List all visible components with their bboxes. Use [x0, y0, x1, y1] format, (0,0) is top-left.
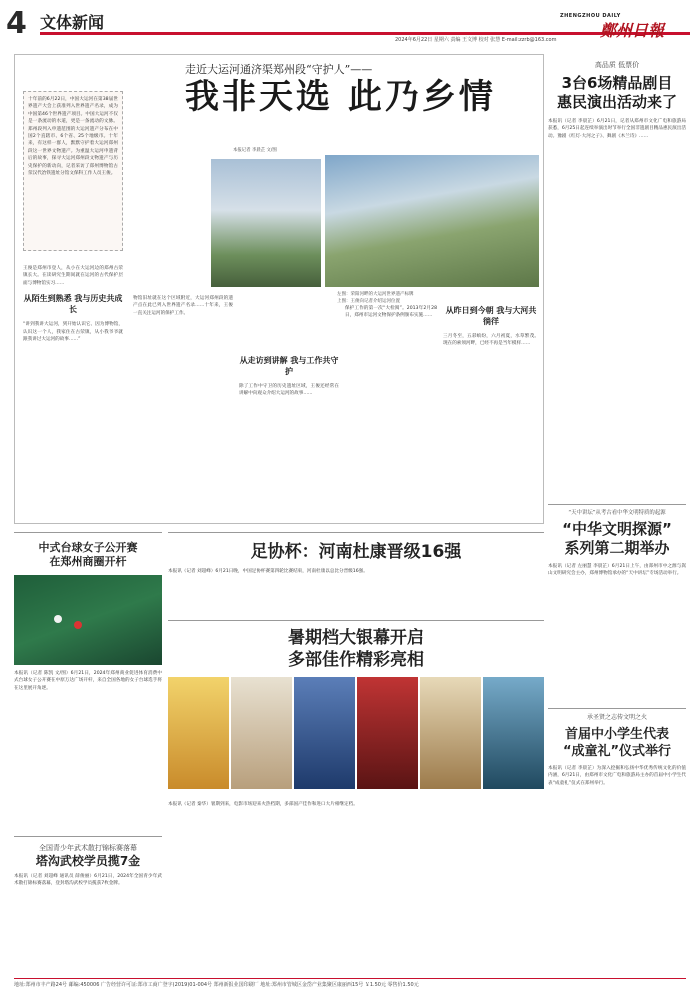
lead-subhead-1: 从陌生到熟悉 我与历史共成长: [23, 294, 123, 315]
lecture-body: 本报讯（记者 左丽慧 李晨芷）6月21日上午，由郑州市中之源与嵩山文明研究会主办，郑州博物馆承办的“天中讲坛”专场活动举行。: [548, 564, 686, 577]
billiards-title-1: 中式台球女子公开赛: [38, 541, 138, 554]
lead-col-5: 从昨日到今朝 我与大河共徜徉 三月冬至，五彩缤纷，六月初夏，水草繁茂。现在的索须河畔，已经不再是当年模样……: [443, 306, 539, 347]
article-performance: [548, 60, 686, 420]
billiards-photo: [14, 575, 162, 665]
billiards-title-2: 在郑州商圈开杆: [49, 555, 127, 568]
perf-body: 本报讯（记者 李晨芷）6月21日，记者从郑州市文化广电和旅游局获悉，6月25日起连续举演出时节举行全国非遗剧目精品惠民演出活动。豫剧《红灯·大河之子》、舞剧《木兰诗》……: [548, 119, 686, 139]
lecture-title-2: 系列第二期举办: [564, 539, 670, 557]
article-ceremony: [548, 708, 686, 968]
film-poster: [294, 677, 355, 789]
page-number: 4: [6, 6, 27, 41]
lecture-title-1: “中华文明探源”: [562, 520, 672, 538]
perf-kicker: 高品质 低票价: [594, 61, 640, 69]
lead-intro-box: [23, 91, 123, 251]
article-films: [168, 620, 544, 968]
edition-line: 2024年6月22日 星期六 责编 王文博 校对 张慧 E-mail:zzrb@163.com: [395, 37, 557, 43]
wushu-body: 本报讯（记者 刘超峰 通讯员 薛俊丽）6月21日，2024年全国青少年武术散打锦标赛落幕，登封塔沟武校学员揽获7枚金牌。: [14, 874, 162, 887]
billiard-ball: [74, 621, 82, 629]
wushu-title-2: 塔沟武校学员揽7金: [35, 854, 141, 868]
ceremony-body: 本报讯（记者 李晨芷）为深入挖掘和弘扬中华优秀传统文化的价值内涵，6月21日，由郑州市文化广电和旅游局主办的首届中小学生代表“成童礼”仪式在郑州举行。: [548, 766, 686, 786]
lead-title: 我非天选 此乃乡情: [185, 77, 496, 117]
article-soccer: [168, 532, 544, 616]
soccer-body: 本报讯（记者 刘超峰）6月21日晚，中国足协杯赛第四轮比赛结束，河南杜康以总比分晋级16强。: [168, 569, 368, 574]
wushu-title-1: 全国青少年武术散打锦标赛落幕: [39, 844, 137, 852]
lead-photo-right: [325, 155, 539, 287]
film-poster: [231, 677, 292, 789]
header-rule: [40, 32, 690, 35]
footer: [14, 978, 686, 994]
films-title-1: 暑期档大银幕开启: [288, 628, 424, 648]
soccer-title: 足协杯：河南杜康晋级16强: [250, 542, 462, 562]
article-billiards: [14, 532, 162, 832]
lead-intro: 十年前的6月22日，中国大运河在第38届世界遗产大会上获准列入世界遗产名录，成为中国第46个世界遗产项目。中国大运河不仅是一条流动的水道，更是一条流动的文脉。郑州段列入申遗范围的大运河遗产分布在中国2个直辖市、6个省、25个地级市。十年来，有这样一群人，默默守护着大运河郑州段这一世界文物遗产。为重温大运河申遗背后的故事，探寻大运河郑州段文物遗产与历史保护的新动向，记者采访了郑州博物馆古荥汉代冶铁遗址分馆文保科工作人员王俊。: [28, 97, 118, 177]
film-poster-strip: [168, 677, 544, 789]
films-body: 本报讯（记者 秦华）暑期到来，电影市场迎来火热档期，多部国产佳作和进口大片相继定档。: [168, 802, 358, 807]
logo-english: ZHENGZHOU DAILY: [560, 13, 621, 19]
billiards-body: 本报讯（记者 陈凯 文/图）6月21日，2024年郑州商业促进体育消费中式台球女子公开赛在中原万达广场开杆，来自全国各地的女子台球选手将在这里展开角逐。: [14, 671, 162, 691]
billiard-ball: [54, 615, 62, 623]
lead-caption-1: 左图：荣阳河畔的大运河世界遗产标牌: [337, 292, 414, 297]
lead-col-4: 保护工作的第一次“大检阅”。2013年2月28日，郑州市运河文物保护条例颁布实施……: [345, 306, 437, 319]
section-title: 文体新闻: [40, 13, 105, 32]
lead-caption-2: 上图：王俊向记者介绍运河位置: [337, 299, 400, 304]
lead-kicker: 走近大运河通济渠郑州段“守护人”——: [185, 63, 373, 76]
footer-text: 地址:郑州市丰产路24号 邮编:450006 广告经营许可证:郑市工商广登字(2019)01-004号 郑州新报业国印刷厂 地址:郑州市管城区金岱产业集聚区康丽西15号 ￥1.50元 零售价1.50元: [14, 982, 419, 988]
film-poster: [357, 677, 418, 789]
lead-photo-left: [211, 159, 321, 287]
film-poster: [420, 677, 481, 789]
lead-byline: 本报记者 李晨芷 文/图: [233, 148, 277, 153]
article-wushu: [14, 836, 162, 968]
film-poster: [483, 677, 544, 789]
article-lecture: [548, 504, 686, 704]
lead-col-3: 从走访到讲解 我与工作共守护 除了工作中守卫的历史遗址区域，王俊还经常在讲解中向观众介绍大运河的故事……: [239, 356, 339, 397]
film-poster: [168, 677, 229, 789]
films-title-block: [238, 627, 474, 671]
masthead: [0, 0, 690, 50]
ceremony-title-1: 首届中小学生代表: [564, 727, 669, 742]
ceremony-title-2: “成童礼”仪式举行: [562, 744, 672, 759]
lead-subhead-2: 从走访到讲解 我与工作共守护: [239, 356, 339, 376]
perf-title-1: 3台6场精品剧目: [561, 74, 673, 92]
lecture-kicker: “天中讲坛”从考古看中华文明特质的起源: [568, 510, 666, 516]
newspaper-logo: 鄭州日報: [600, 21, 665, 40]
lead-story: [14, 54, 544, 524]
films-title-2: 多部佳作精彩亮相: [288, 650, 424, 670]
perf-title-2: 惠民演出活动来了: [556, 93, 677, 111]
lead-col-1: 王俊是郑州市登人，从小在大运河边的郑州古荥镇长大。在读研究生期间就在运河的古代保护层面与博物馆实习…… 从陌生到熟悉 我与历史共成长 “讲到我讲大运河，到开始认识它、因为博物馆，认识这一个人，我家住在古荥镇，从小我爷爷就跟我讲过大运河的故事……”: [23, 266, 123, 343]
ceremony-kicker: 承圣贤之志传文明之火: [586, 714, 647, 721]
lead-subhead-3: 从昨日到今朝 我与大河共徜徉: [445, 306, 537, 326]
lead-col-2: 物馆旧址就在这个区域附近，大运河郑州段的遗产点在此已列入世界遗产名录……十年来，王俊一直关注运河的保护工作。: [133, 296, 233, 316]
